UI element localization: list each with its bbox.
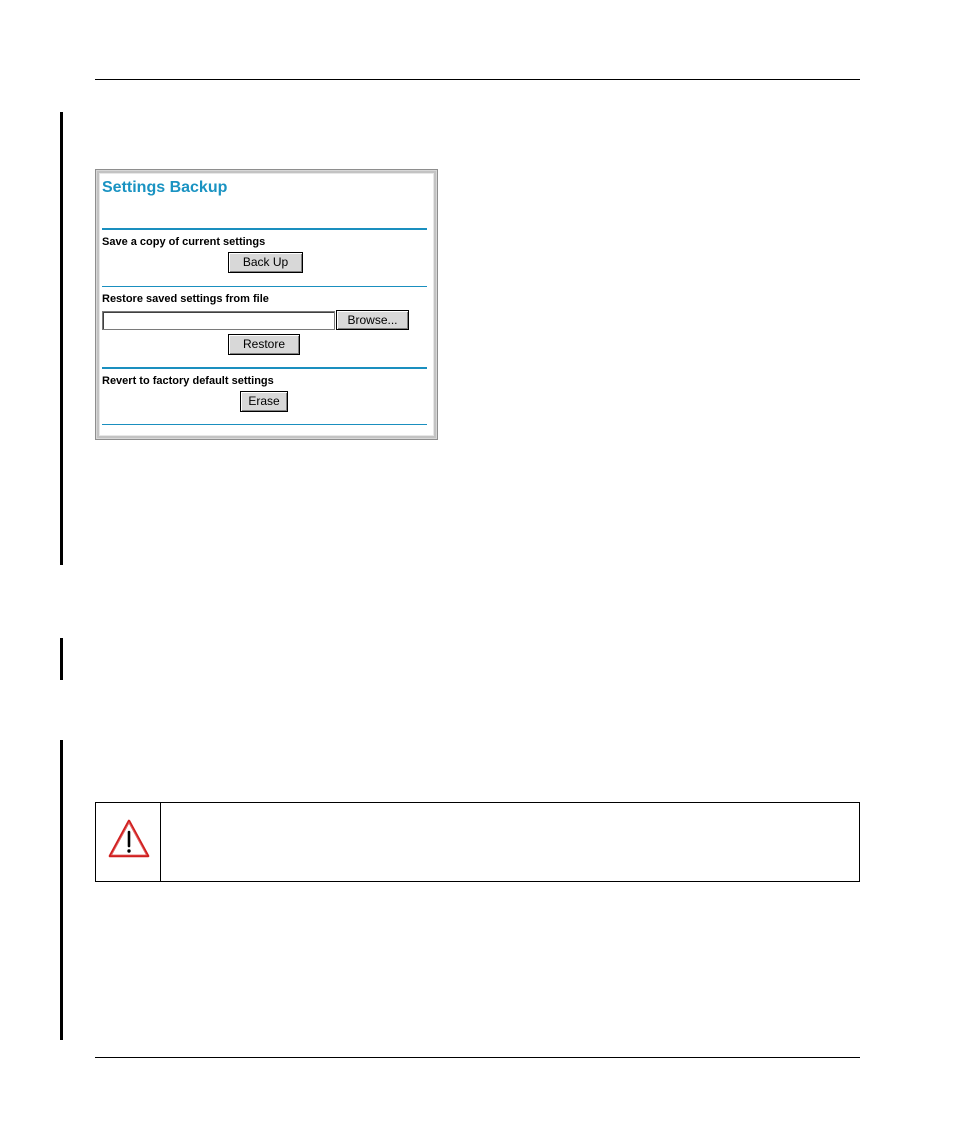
restore-button[interactable]: Restore xyxy=(228,334,300,355)
erase-label: Revert to factory default settings xyxy=(102,375,274,387)
section-divider xyxy=(102,367,427,369)
change-bar xyxy=(60,112,63,565)
erase-button[interactable]: Erase xyxy=(240,391,288,412)
section-divider xyxy=(102,228,427,230)
panel-title: Settings Backup xyxy=(102,179,228,196)
restore-label: Restore saved settings from file xyxy=(102,293,269,305)
footer-rule xyxy=(95,1057,860,1058)
restore-file-input[interactable] xyxy=(102,311,335,330)
browse-button[interactable]: Browse... xyxy=(336,310,409,330)
warning-triangle-icon xyxy=(107,818,151,860)
back-up-button[interactable]: Back Up xyxy=(228,252,303,273)
section-divider xyxy=(102,424,427,425)
settings-backup-panel xyxy=(102,176,431,433)
backup-label: Save a copy of current settings xyxy=(102,236,266,248)
settings-backup-screenshot xyxy=(95,169,438,440)
caution-note xyxy=(95,802,860,882)
change-bar xyxy=(60,638,63,680)
header-rule xyxy=(95,79,860,80)
caution-divider xyxy=(160,803,161,881)
change-bar xyxy=(60,740,63,1040)
section-divider xyxy=(102,286,427,287)
